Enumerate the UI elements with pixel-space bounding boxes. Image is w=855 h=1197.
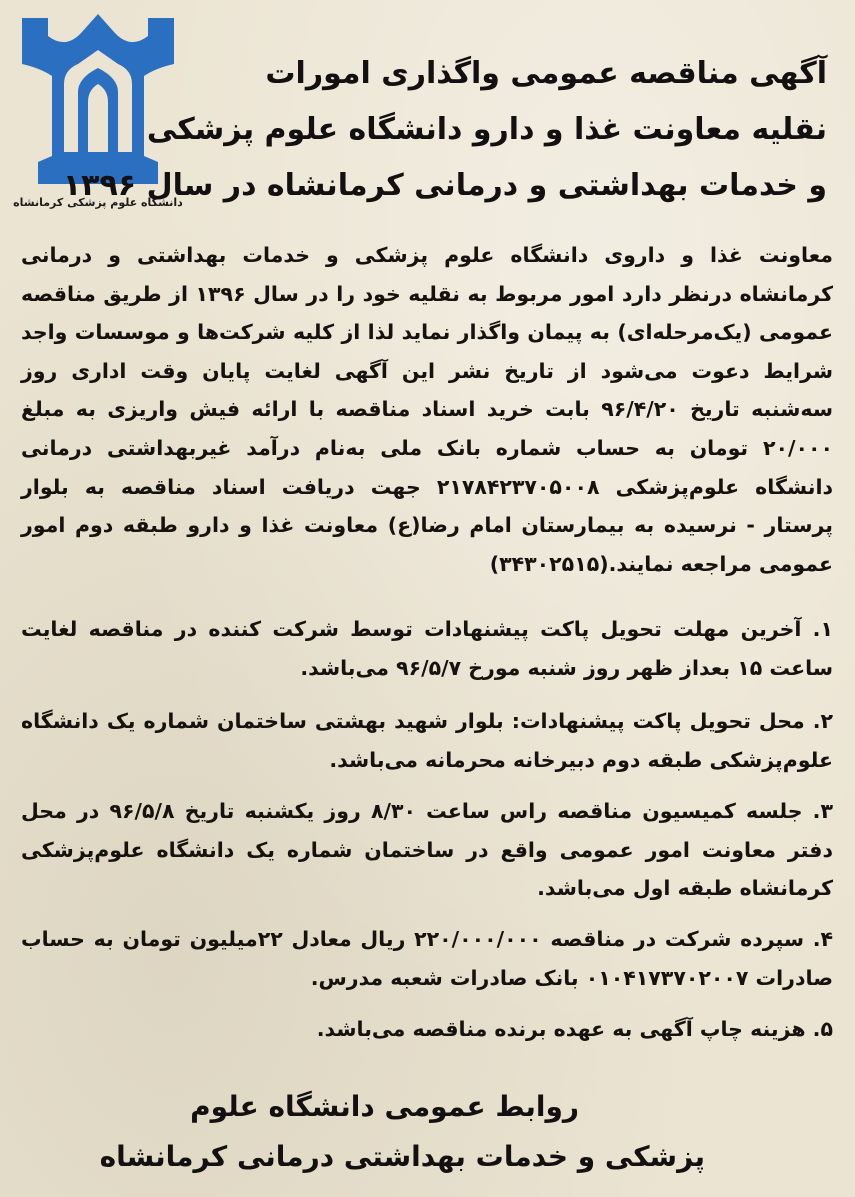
title-line-1: آگهی مناقصه عمومی واگذاری امورات [265,56,827,91]
condition-item-3: ۳. جلسه کمیسیون مناقصه راس ساعت ۸/۳۰ روز یکشنبه تاریخ ۹۶/۵/۸ در محل دفتر معاونت امور عمومی واقع در ساختمان شماره یک دانشگاه علوم‌پزشکی کرمانشاه طبقه اول می‌باشد. [21,799,833,901]
condition-item-4: ۴. سپرده شرکت در مناقصه ۲۲۰/۰۰۰/۰۰۰ ریال معادل ۲۲میلیون تومان به حساب صادرات ۰۱۰۴۱۷۳۷۰۲۰۰۷ بانک صادرات شعبه مدرس. [21,927,833,990]
signature-line-1: روابط عمومی دانشگاه علوم [190,1090,579,1123]
intro-paragraph: معاونت غذا و داروی دانشگاه علوم پزشکی و خدمات بهداشتی و درمانی کرمانشاه درنظر دارد امور مربوط به نقلیه خود را در سال ۱۳۹۶ از طریق مناقصه عمومی (یک‌مرحله‌ای) به پیمان واگذار نماید لذا از کلیه شرکت‌ها و موسسات واجد شرایط دعوت می‌شود از تاریخ نشر این آگهی لغایت پایان وقت اداری روز سه‌شنبه تاریخ ۹۶/۴/۲۰ بابت خرید اسناد مناقصه با ارائه فیش واریزی به مبلغ ۲۰/۰۰۰ تومان به حساب شماره بانک ملی به‌نام درآمد غیربهداشتی درمانی دانشگاه علوم‌پزشکی ۲۱۷۸۴۲۳۷۰۵۰۰۸ جهت دریافت اسناد مناقصه به بلوار پرستار - نرسیده به بیمارستان امام رضا(ع) معاونت غذا و دارو طبقه دوم امور عمومی مراجعه نمایند.(۳۴۳۰۲۵۱۵) [21,243,834,576]
condition-item-2: ۲. محل تحویل پاکت پیشنهادات: بلوار شهید بهشتی ساختمان شماره یک دانشگاه علوم‌پزشکی طبقه دوم دبیرخانه محرمانه می‌باشد. [21,709,833,772]
condition-item-5: ۵. هزینه چاپ آگهی به عهده برنده مناقصه می‌باشد. [316,1017,833,1041]
title-line-2: نقلیه معاونت غذا و دارو دانشگاه علوم پزشکی [146,112,827,147]
signature-line-2: پزشکی و خدمات بهداشتی درمانی کرمانشاه [99,1140,705,1173]
public-relations-signature [99,1082,705,1182]
logo-caption: دانشگاه علوم پزشکی کرمانشاه [13,196,183,209]
condition-item-1: ۱. آخرین مهلت تحویل پاکت پیشنهادات توسط شرکت کننده در مناقصه لغایت ساعت ۱۵ بعداز ظهر روز شنبه مورخ ۹۶/۵/۷ می‌باشد. [21,617,833,680]
title-line-3: و خدمات بهداشتی و درمانی کرمانشاه در سال ۱۳۹۶ [62,168,827,203]
